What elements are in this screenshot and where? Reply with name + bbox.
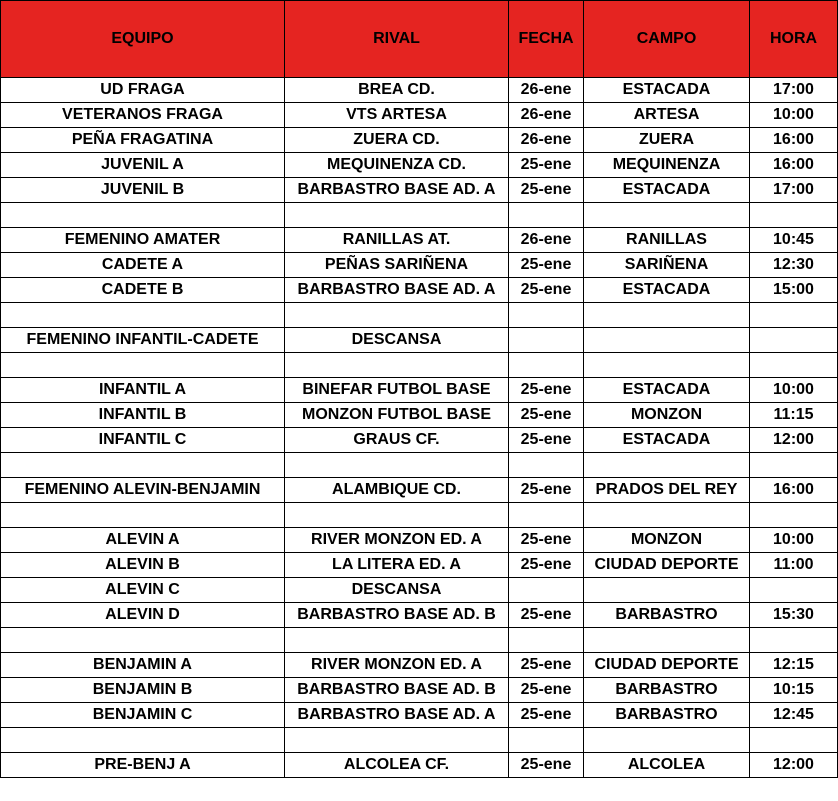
cell-rival [285, 453, 509, 478]
cell-fecha [509, 453, 584, 478]
cell-campo [584, 328, 750, 353]
cell-fecha: 26-ene [509, 228, 584, 253]
table-row [1, 403, 838, 428]
cell-equipo: PRE-BENJ A [1, 753, 285, 778]
table-row [1, 253, 838, 278]
cell-fecha [509, 328, 584, 353]
cell-campo: BARBASTRO [584, 678, 750, 703]
cell-hora: 17:00 [750, 78, 838, 103]
cell-rival: DESCANSA [285, 328, 509, 353]
cell-hora: 17:00 [750, 178, 838, 203]
cell-equipo: ALEVIN D [1, 603, 285, 628]
cell-fecha: 25-ene [509, 678, 584, 703]
cell-campo: MEQUINENZA [584, 153, 750, 178]
cell-fecha: 25-ene [509, 603, 584, 628]
table-row [1, 178, 838, 203]
cell-campo [584, 453, 750, 478]
cell-rival [285, 353, 509, 378]
cell-rival: ZUERA CD. [285, 128, 509, 153]
cell-campo [584, 578, 750, 603]
table-row [1, 203, 838, 228]
table-row [1, 528, 838, 553]
cell-fecha [509, 728, 584, 753]
cell-rival: MEQUINENZA CD. [285, 153, 509, 178]
cell-rival: BARBASTRO BASE AD. A [285, 178, 509, 203]
table-row [1, 153, 838, 178]
cell-campo: ESTACADA [584, 78, 750, 103]
cell-fecha: 26-ene [509, 103, 584, 128]
cell-hora: 10:45 [750, 228, 838, 253]
cell-fecha [509, 303, 584, 328]
cell-campo: ESTACADA [584, 278, 750, 303]
table-row [1, 428, 838, 453]
cell-equipo: ALEVIN A [1, 528, 285, 553]
cell-campo: ESTACADA [584, 428, 750, 453]
table-row [1, 378, 838, 403]
cell-rival: PEÑAS SARIÑENA [285, 253, 509, 278]
cell-rival: RIVER MONZON ED. A [285, 653, 509, 678]
cell-hora [750, 503, 838, 528]
cell-equipo: FEMENINO INFANTIL-CADETE [1, 328, 285, 353]
header-hora: HORA [750, 1, 838, 78]
cell-hora: 11:00 [750, 553, 838, 578]
cell-equipo: CADETE A [1, 253, 285, 278]
cell-hora: 11:15 [750, 403, 838, 428]
cell-campo [584, 728, 750, 753]
cell-equipo: INFANTIL B [1, 403, 285, 428]
cell-equipo: ALEVIN C [1, 578, 285, 603]
table-row [1, 553, 838, 578]
cell-campo [584, 628, 750, 653]
cell-hora: 16:00 [750, 478, 838, 503]
cell-rival: BARBASTRO BASE AD. B [285, 678, 509, 703]
table-row [1, 78, 838, 103]
cell-hora: 10:00 [750, 378, 838, 403]
cell-fecha: 25-ene [509, 528, 584, 553]
cell-hora [750, 628, 838, 653]
cell-hora: 12:00 [750, 428, 838, 453]
cell-equipo: INFANTIL A [1, 378, 285, 403]
cell-fecha: 25-ene [509, 753, 584, 778]
cell-fecha: 25-ene [509, 178, 584, 203]
cell-campo: MONZON [584, 528, 750, 553]
table-row [1, 503, 838, 528]
cell-rival: RIVER MONZON ED. A [285, 528, 509, 553]
header-row [1, 1, 838, 78]
cell-rival: BARBASTRO BASE AD. B [285, 603, 509, 628]
cell-equipo [1, 353, 285, 378]
cell-equipo: FEMENINO AMATER [1, 228, 285, 253]
cell-hora: 10:00 [750, 103, 838, 128]
cell-fecha [509, 503, 584, 528]
header-equipo: EQUIPO [1, 1, 285, 78]
table-row [1, 353, 838, 378]
cell-fecha: 25-ene [509, 378, 584, 403]
table-row [1, 103, 838, 128]
cell-rival [285, 728, 509, 753]
cell-fecha: 25-ene [509, 153, 584, 178]
cell-equipo: BENJAMIN B [1, 678, 285, 703]
cell-equipo [1, 728, 285, 753]
cell-hora [750, 728, 838, 753]
cell-hora: 16:00 [750, 128, 838, 153]
table-row [1, 603, 838, 628]
cell-campo: ZUERA [584, 128, 750, 153]
cell-hora: 10:00 [750, 528, 838, 553]
cell-rival: GRAUS CF. [285, 428, 509, 453]
table-row [1, 228, 838, 253]
cell-campo: BARBASTRO [584, 603, 750, 628]
header-campo: CAMPO [584, 1, 750, 78]
cell-fecha: 26-ene [509, 78, 584, 103]
cell-hora: 12:30 [750, 253, 838, 278]
cell-equipo: VETERANOS FRAGA [1, 103, 285, 128]
cell-equipo [1, 503, 285, 528]
table-body [1, 78, 838, 778]
table-row [1, 278, 838, 303]
cell-rival [285, 503, 509, 528]
cell-campo: ESTACADA [584, 178, 750, 203]
cell-equipo [1, 453, 285, 478]
table-row [1, 328, 838, 353]
cell-fecha: 25-ene [509, 278, 584, 303]
cell-campo: CIUDAD DEPORTE [584, 553, 750, 578]
cell-equipo: JUVENIL A [1, 153, 285, 178]
table-row [1, 128, 838, 153]
cell-campo: ESTACADA [584, 378, 750, 403]
header-rival: RIVAL [285, 1, 509, 78]
cell-equipo: JUVENIL B [1, 178, 285, 203]
cell-rival [285, 303, 509, 328]
cell-campo: CIUDAD DEPORTE [584, 653, 750, 678]
cell-fecha: 25-ene [509, 403, 584, 428]
cell-campo: SARIÑENA [584, 253, 750, 278]
cell-campo: BARBASTRO [584, 703, 750, 728]
cell-equipo [1, 628, 285, 653]
cell-rival: RANILLAS AT. [285, 228, 509, 253]
cell-rival: BINEFAR FUTBOL BASE [285, 378, 509, 403]
cell-fecha [509, 353, 584, 378]
cell-rival: DESCANSA [285, 578, 509, 603]
cell-hora [750, 203, 838, 228]
cell-equipo: PEÑA FRAGATINA [1, 128, 285, 153]
table-row [1, 478, 838, 503]
table-row [1, 628, 838, 653]
cell-equipo: UD FRAGA [1, 78, 285, 103]
cell-rival: VTS ARTESA [285, 103, 509, 128]
cell-hora [750, 453, 838, 478]
cell-campo: ARTESA [584, 103, 750, 128]
cell-hora: 12:45 [750, 703, 838, 728]
cell-campo: PRADOS DEL REY [584, 478, 750, 503]
cell-rival: BARBASTRO BASE AD. A [285, 703, 509, 728]
cell-campo: RANILLAS [584, 228, 750, 253]
cell-rival: BREA CD. [285, 78, 509, 103]
cell-fecha: 25-ene [509, 428, 584, 453]
cell-rival: ALCOLEA CF. [285, 753, 509, 778]
table-row [1, 653, 838, 678]
cell-hora: 12:00 [750, 753, 838, 778]
cell-rival: BARBASTRO BASE AD. A [285, 278, 509, 303]
cell-hora: 15:30 [750, 603, 838, 628]
cell-campo [584, 503, 750, 528]
cell-equipo [1, 303, 285, 328]
cell-rival [285, 203, 509, 228]
header-fecha: FECHA [509, 1, 584, 78]
cell-rival: MONZON FUTBOL BASE [285, 403, 509, 428]
cell-fecha: 25-ene [509, 253, 584, 278]
cell-hora [750, 328, 838, 353]
cell-rival [285, 628, 509, 653]
cell-fecha [509, 628, 584, 653]
cell-rival: ALAMBIQUE CD. [285, 478, 509, 503]
cell-hora: 16:00 [750, 153, 838, 178]
table-row [1, 728, 838, 753]
cell-fecha: 25-ene [509, 653, 584, 678]
cell-equipo [1, 203, 285, 228]
cell-equipo: BENJAMIN C [1, 703, 285, 728]
cell-hora [750, 353, 838, 378]
cell-hora: 10:15 [750, 678, 838, 703]
cell-equipo: CADETE B [1, 278, 285, 303]
table-row [1, 303, 838, 328]
cell-hora: 15:00 [750, 278, 838, 303]
table-row [1, 703, 838, 728]
cell-campo: MONZON [584, 403, 750, 428]
cell-campo [584, 203, 750, 228]
cell-campo [584, 353, 750, 378]
cell-equipo: FEMENINO ALEVIN-BENJAMIN [1, 478, 285, 503]
cell-hora [750, 303, 838, 328]
cell-equipo: ALEVIN B [1, 553, 285, 578]
cell-fecha: 25-ene [509, 478, 584, 503]
cell-hora: 12:15 [750, 653, 838, 678]
cell-campo: ALCOLEA [584, 753, 750, 778]
cell-equipo: BENJAMIN A [1, 653, 285, 678]
table-row [1, 578, 838, 603]
cell-fecha: 25-ene [509, 703, 584, 728]
cell-equipo: INFANTIL C [1, 428, 285, 453]
table-row [1, 453, 838, 478]
table-row [1, 678, 838, 703]
table-row [1, 753, 838, 778]
cell-campo [584, 303, 750, 328]
cell-fecha [509, 578, 584, 603]
cell-rival: LA LITERA ED. A [285, 553, 509, 578]
cell-fecha: 26-ene [509, 128, 584, 153]
cell-hora [750, 578, 838, 603]
cell-fecha [509, 203, 584, 228]
cell-fecha: 25-ene [509, 553, 584, 578]
